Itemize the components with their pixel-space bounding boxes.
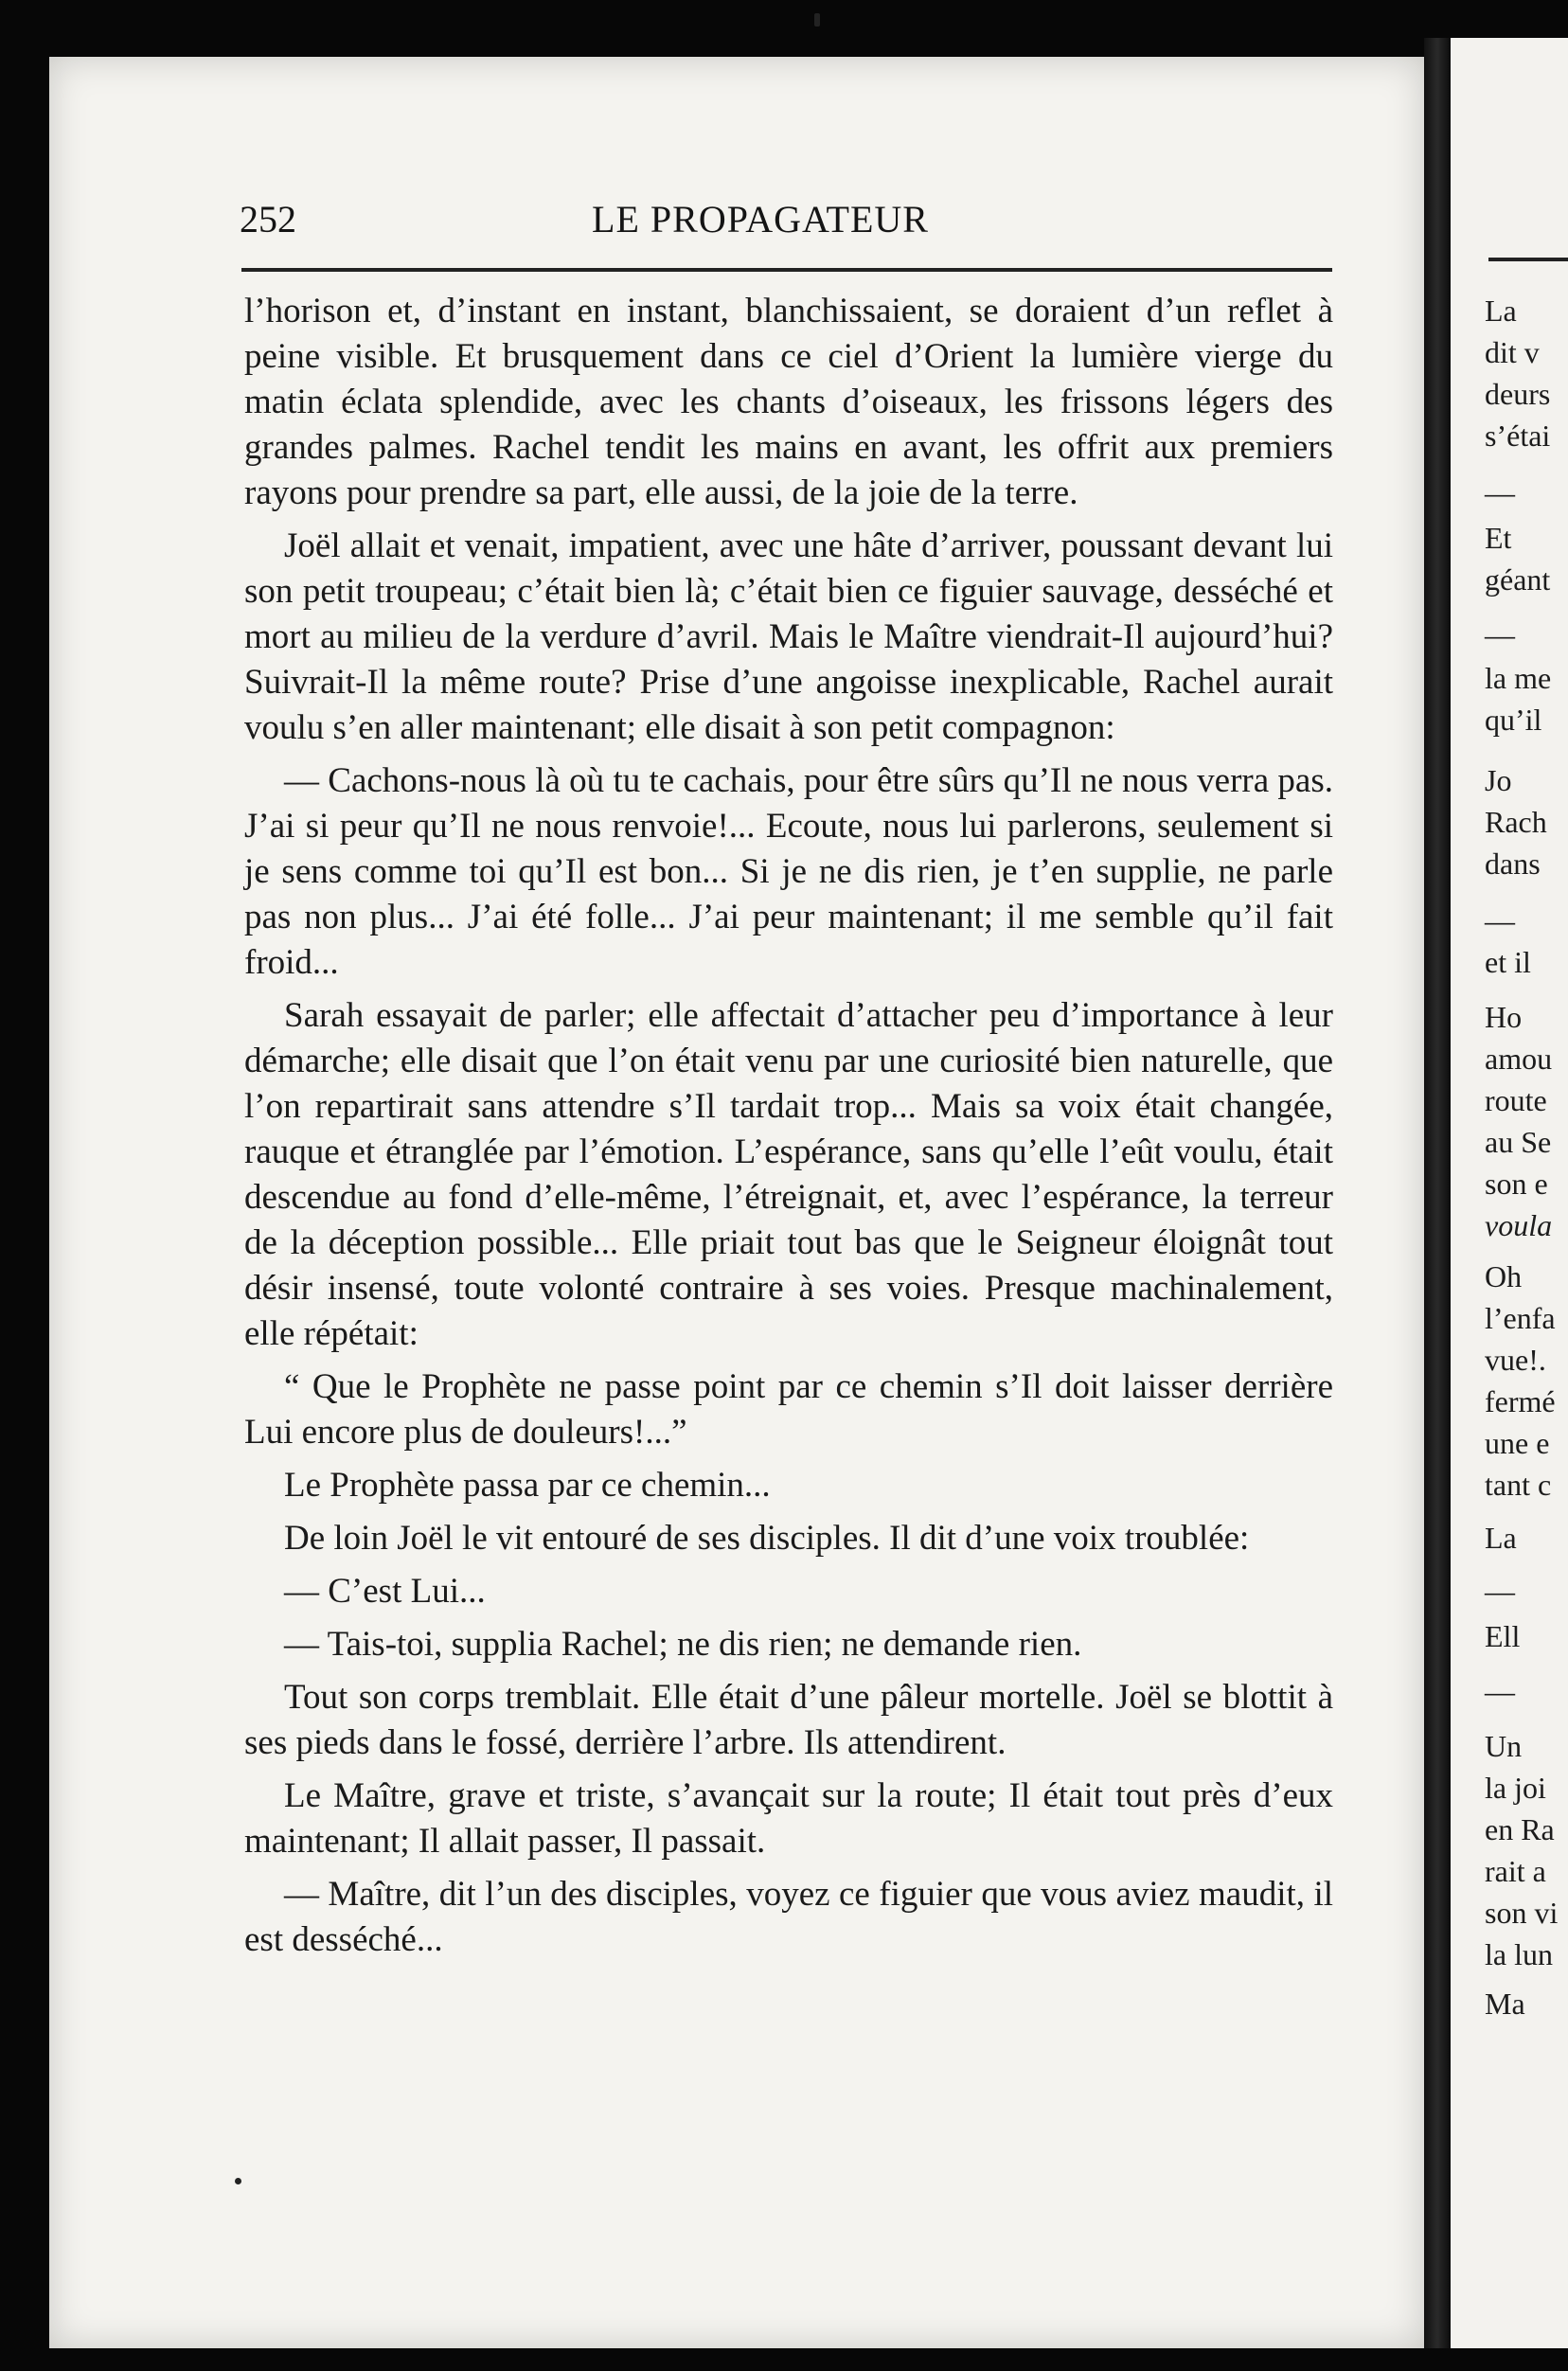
facing-page-fragment: route <box>1485 1083 1547 1117</box>
facing-page-fragment: — <box>1485 475 1515 509</box>
ink-speck <box>814 13 820 27</box>
facing-page-fragment: Ho <box>1485 1000 1523 1034</box>
facing-page-fragment: en Ra <box>1485 1812 1555 1846</box>
paragraph: — C’est Lui... <box>284 1572 486 1611</box>
facing-page-fragment: son vi <box>1485 1896 1559 1930</box>
facing-page-fragment: rait a <box>1485 1854 1546 1888</box>
facing-page-fragment: — <box>1485 903 1515 937</box>
facing-page-fragment: fermé <box>1485 1384 1556 1418</box>
page-number: 252 <box>240 198 296 241</box>
paragraph: Le Prophète passa par ce chemin... <box>284 1466 771 1505</box>
facing-page-fragment: une e <box>1485 1426 1550 1460</box>
facing-page-fragment: Oh <box>1485 1259 1523 1293</box>
paragraph: l’horison et, d’instant en instant, blanchissaient, se doraient d’un reflet à peine visible. Et brusquement dans ce ciel d’Orient la lumière vierge du matin éclata splendide, avec les chants d’oiseaux, les frissons légers des grandes palmes. Rachel tendit les mains en avant, les offrit aux premiers rayons pour prendre sa part, elle aussi, de la joie de la terre. <box>244 292 1333 512</box>
facing-page-fragment: la me <box>1485 661 1552 695</box>
facing-page-fragment: La <box>1485 1521 1517 1555</box>
paragraph: Le Maître, grave et triste, s’avançait sur la route; Il était tout près d’eux maintenant; Il allait passer, Il passait. <box>244 1776 1333 1861</box>
facing-page-fragment: géant <box>1485 562 1551 597</box>
facing-page-fragment: s’étai <box>1485 419 1551 453</box>
body-text <box>244 289 1333 1970</box>
facing-page-fragment: — <box>1485 617 1515 651</box>
book-gutter <box>1424 38 1451 2348</box>
paragraph: Sarah essayait de parler; elle affectait d’attacher peu d’importance à leur démarche; elle disait que l’on était venu par une curiosité bien naturelle, que l’on repartirait sans attendre s’Il tardait trop... Mais sa voix était changée, rauque et étranglée par l’émotion. L’espérance, sans qu’elle l’eût voulu, était descendue au fond d’elle-même, l’étreignait, et, avec l’espérance, la terreur de la déception possible... Elle priait tout bas que le Seigneur éloignât tout désir insensé, toute volonté contraire à ses voies. Presque machinalement, elle répétait: <box>244 996 1333 1353</box>
facing-page-fragment: son e <box>1485 1167 1548 1201</box>
facing-page-fragment: — <box>1485 1674 1515 1708</box>
paragraph: — Maître, dit l’un des disciples, voyez ce figuier que vous aviez maudit, il est desséché... <box>244 1875 1333 1959</box>
page-header <box>192 197 1328 254</box>
running-title: LE PROPAGATEUR <box>592 198 929 241</box>
facing-page-fragment: Ma <box>1485 1987 1525 2021</box>
facing-page-fragment: dans <box>1485 847 1541 881</box>
facing-page-fragment: voula <box>1485 1208 1553 1242</box>
facing-page-fragment: — <box>1485 1574 1515 1608</box>
facing-page-fragment: Un <box>1485 1729 1523 1763</box>
facing-page <box>1451 38 1568 2348</box>
paragraph: — Cachons-nous là où tu te cachais, pour être sûrs qu’Il ne nous verra pas. J’ai si peur qu’Il ne nous renvoie!... Ecoute, nous lui parlerons, seulement si je sens comme toi qu’Il est bon... Si je ne dis rien, je t’en supplie, ne parle pas non plus... J’ai été folle... J’ai peur maintenant; il me semble qu’il fait froid... <box>244 761 1333 982</box>
paragraph: De loin Joël le vit entouré de ses disciples. Il dit d’une voix troublée: <box>284 1519 1250 1558</box>
paragraph: “ Que le Prophète ne passe point par ce chemin s’Il doit laisser derrière Lui encore plus de douleurs!...” <box>244 1367 1333 1452</box>
facing-page-fragment: tant c <box>1485 1468 1552 1502</box>
facing-page-fragment: deurs <box>1485 377 1551 411</box>
facing-page-fragment: Ell <box>1485 1619 1521 1653</box>
paragraph: Joël allait et venait, impatient, avec une hâte d’arriver, poussant devant lui son petit troupeau; c’était bien là; c’était bien ce figuier sauvage, desséché et mort au milieu de la verdure d’avril. Mais le Maître viendrait-Il aujourd’hui? Suivrait-Il la même route? Prise d’une angoisse inexplicable, Rachel aurait voulu s’en aller maintenant; elle disait à son petit compagnon: <box>244 526 1333 747</box>
facing-page-fragment: au Se <box>1485 1125 1552 1159</box>
facing-page-fragment: Jo <box>1485 763 1512 797</box>
facing-page-fragment: amou <box>1485 1042 1553 1076</box>
facing-page-fragment: Rach <box>1485 805 1547 839</box>
facing-page-fragment: vue!. <box>1485 1343 1546 1377</box>
facing-page-fragment: la lun <box>1485 1937 1553 1971</box>
facing-page-fragment: qu’il <box>1485 703 1542 737</box>
ink-speck <box>235 2178 241 2184</box>
facing-page-fragment: Et <box>1485 521 1512 555</box>
facing-page-fragment: dit v <box>1485 335 1540 369</box>
facing-page-rule <box>1488 258 1568 261</box>
header-rule <box>241 268 1332 272</box>
paragraph: Tout son corps tremblait. Elle était d’une pâleur mortelle. Joël se blottit à ses pieds dans le fossé, derrière l’arbre. Ils attendirent. <box>244 1678 1333 1762</box>
facing-page-fragment: la joi <box>1485 1771 1546 1805</box>
facing-page-fragment: La <box>1485 294 1517 328</box>
paragraph: — Tais-toi, supplia Rachel; ne dis rien; ne demande rien. <box>284 1625 1082 1664</box>
facing-page-fragment: l’enfa <box>1485 1301 1556 1335</box>
facing-page-fragment: et il <box>1485 945 1531 979</box>
